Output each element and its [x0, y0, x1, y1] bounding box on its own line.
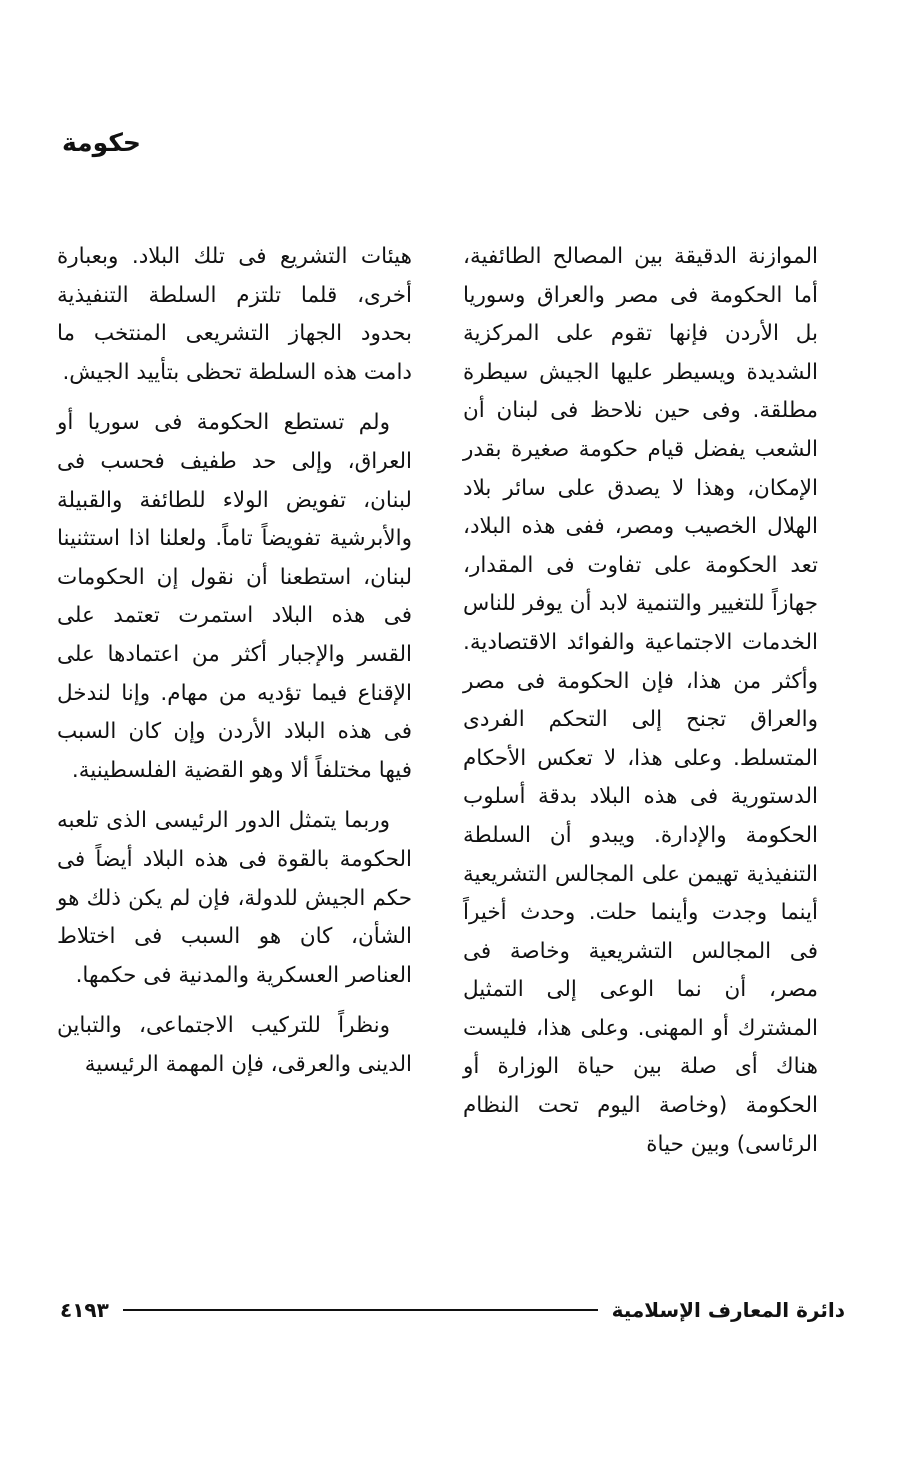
paragraph: الموازنة الدقيقة بين المصالح الطائفية، أما الحكومة فى مصر والعراق وسوريا بل الأردن فإنها تقوم على المركزية الشديدة ويسيطر عليها الجيش سيطرة مطلقة. وفى حين نلاحظ فى لبنان أن الشعب يفضل قيام حكومة صغيرة بقدر الإمكان، وهذا لا يصدق على سائر بلاد الهلال الخصيب ومصر، ففى هذه البلاد، تعد الحكومة على تفاوت فى المقدار، جهازاً للتغيير والتنمية لابد أن يوفر للناس الخدمات الاجتماعية والفوائد الاقتصادية. وأكثر من هذا، فإن الحكومة فى مصر والعراق تجنح إلى التحكم الفردى المتسلط. وعلى هذا، لا تعكس الأحكام الدستورية فى هذه البلاد بدقة أسلوب الحكومة والإدارة. ويبدو أن السلطة التنفيذية تهيمن على المجالس التشريعية أينما وجدت وأينما حلت. وحدث أخيراً فى المجالس التشريعية وخاصة فى مصر، أن نما الوعى إلى التمثيل المشترك أو المهنى. وعلى هذا، فليست هناك أى صلة بين حياة الوزارة أو الحكومة (وخاصة اليوم تحت النظام الرئاسى) وبين حياة [463, 244, 818, 1157]
page-number: ٤١٩٣ [60, 1298, 109, 1322]
footer-divider [123, 1309, 598, 1311]
publication-title: دائرة المعارف الإسلامية [611, 1298, 845, 1322]
paragraph: ولم تستطع الحكومة فى سوريا أو العراق، وإلى حد طفيف فحسب فى لبنان، تفويض الولاء للطائفة والقبيلة والأبرشية تفويضاً تاماً. ولعلنا اذا استثنينا لبنان، استطعنا أن نقول إن الحكومات فى هذه البلاد استمرت تعتمد على القسر والإجبار أكثر من اعتمادها على الإقناع فيما تؤديه من مهام. وإنا لندخل فى هذه البلاد الأردن وإن كان السبب فيها مختلفاً ألا وهو القضية الفلسطينية. [57, 410, 412, 783]
text-column-right [463, 238, 818, 1164]
page-footer [60, 1295, 845, 1325]
paragraph: هيئات التشريع فى تلك البلاد. وبعبارة أخرى، قلما تلتزم السلطة التنفيذية بحدود الجهاز التشريعى المنتخب ما دامت هذه السلطة تحظى بتأييد الجيش. [57, 244, 412, 385]
text-column-left [57, 238, 412, 1084]
paragraph: وربما يتمثل الدور الرئيسى الذى تلعبه الحكومة بالقوة فى هذه البلاد أيضاً فى حكم الجيش للدولة، فإن لم يكن ذلك هو الشأن، كان هو السبب فى اختلاط العناصر العسكرية والمدنية فى حكمها. [57, 808, 412, 988]
running-head-title: حكومة [62, 128, 141, 157]
paragraph: ونظراً للتركيب الاجتماعى، والتباين الدينى والعرقى، فإن المهمة الرئيسية [57, 1013, 412, 1077]
